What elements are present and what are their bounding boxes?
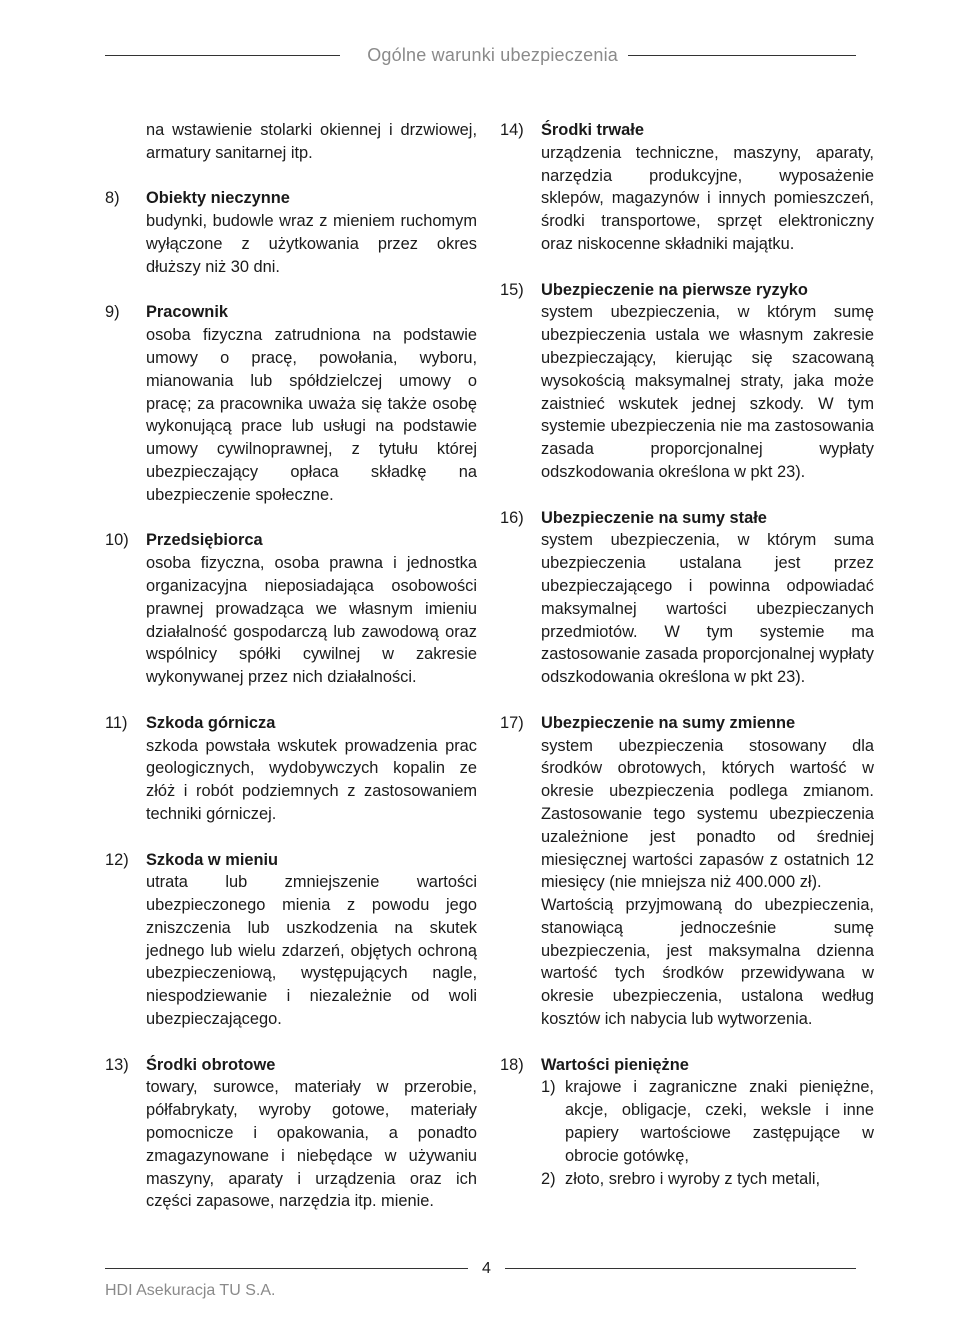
- item-description-continued: Wartością przyjmowaną do ubezpieczenia, stanowiącą jednocześnie sumę ubezpieczenia, jest maksymalna dzienna wartość tych środków przewidywana w okresie ubezpieczenia, ustalona według kosztów ich nabycia lub wytworzenia.: [541, 896, 874, 1029]
- sub-item: [541, 1168, 874, 1191]
- sub-item-number: 1): [541, 1078, 556, 1097]
- item-description: urządzenia techniczne, maszyny, aparaty, narzędzia produkcyjne, wyposażenie sklepów, magazynów i innych pomieszczeń, środki transportowe, sprzęt elektroniczny oraz niskocenne składniki majątku.: [541, 143, 874, 253]
- footer-rule-right: [505, 1268, 856, 1269]
- header-rule-right: [628, 55, 856, 56]
- item-term: Przedsiębiorca: [146, 531, 263, 550]
- item-term: Środki obrotowe: [146, 1055, 276, 1074]
- item-description: budynki, budowle wraz z mieniem ruchomym wyłączone z użytkowania przez okres dłuższy niż 30 dni.: [146, 212, 477, 276]
- item-number: 15): [500, 280, 524, 299]
- header-rule-left: [105, 55, 340, 56]
- list-item-continuation: [105, 119, 477, 165]
- list-item-18: [500, 1054, 874, 1191]
- item-description: towary, surowce, materiały w przerobie, półfabrykaty, wyroby gotowe, materiały pomocnicze i opakowania, a ponadto zmagazynowane i niebędące w używaniu maszyny, aparaty i urządzenia oraz ich części zapasowe, narzędzia itp. mienie.: [146, 1078, 477, 1211]
- list-item-16: [500, 507, 874, 689]
- item-term: Szkoda w mieniu: [146, 850, 279, 869]
- list-item-8: [105, 187, 477, 278]
- item-term: Wartości pieniężne: [541, 1055, 689, 1074]
- list-item-12: [105, 849, 477, 1031]
- page-number: 4: [482, 1260, 491, 1277]
- list-item-14: [500, 119, 874, 256]
- item-term: Środki trwałe: [541, 121, 644, 139]
- item-term: Ubezpieczenie na sumy zmienne: [541, 713, 796, 732]
- item-description: utrata lub zmniejszenie wartości ubezpieczonego mienia z powodu jego zniszczenia lub uszkodzenia na skutek jednego lub wielu zdarzeń, objętych ochroną ubezpieczeniową, występujących nagle, niespodziewanie i niezależnie od woli ubezpieczającego.: [146, 873, 477, 1029]
- item-description: system ubezpieczenia stosowany dla środków obrotowych, których wartość w okresie ubezpieczenia podlega zmianom. Zastosowanie tego systemu ubezpieczenia uzależnione jest ponadto od średniej miesięcznej wartości zapasów z ostatnich 12 miesięcy (nie mniejsza niż 400.000 zł).: [541, 736, 874, 892]
- list-item-13: [105, 1054, 477, 1214]
- left-column: [105, 119, 477, 1213]
- item-term: Ubezpieczenie na pierwsze ryzyko: [541, 280, 808, 299]
- item-term: Obiekty nieczynne: [146, 189, 290, 208]
- header-title: Ogólne warunki ubezpieczenia: [367, 45, 618, 65]
- footer-rule-left: [105, 1268, 468, 1269]
- item-number: 17): [500, 713, 524, 732]
- list-item-9: [105, 301, 477, 506]
- sub-item-text: złoto, srebro i wyroby z tych metali,: [565, 1169, 821, 1188]
- list-item-11: [105, 712, 477, 826]
- right-column: [500, 119, 874, 1190]
- item-number: 9): [105, 303, 120, 322]
- item-number: 10): [105, 531, 129, 550]
- list-item-10: [105, 529, 477, 689]
- sub-item: [541, 1076, 874, 1167]
- item-number: 14): [500, 121, 524, 139]
- list-item-17: [500, 712, 874, 1031]
- item-number: 12): [105, 850, 129, 869]
- item-number: 11): [105, 713, 128, 732]
- item-description: osoba fizyczna zatrudniona na podstawie umowy o pracę, powołania, wyboru, mianowania lub spółdzielczej umowy o pracę; za pracownika uważa się także osobę wykonującą prace lub usługi na podstawie umowy cywilnoprawnej, z tytułu której ubezpieczający opłaca składkę na ubezpieczenie społeczne.: [146, 326, 477, 504]
- sub-item-text: krajowe i zagraniczne znaki pieniężne, akcje, obligacje, czeki, weksle i inne papiery wartościowe zastępujące w obrocie gotówkę,: [565, 1078, 874, 1165]
- item-description: szkoda powstała wskutek prowadzenia prac geologicznych, wydobywczych kopalin ze złóż i robót podziemnych z zastosowaniem techniki górniczej.: [146, 736, 477, 823]
- item-term: Ubezpieczenie na sumy stałe: [541, 508, 767, 527]
- item-number: 18): [500, 1055, 524, 1074]
- sub-item-number: 2): [541, 1169, 556, 1188]
- item-description: system ubezpieczenia, w którym suma ubezpieczenia ustalana jest przez ubezpieczającego i powinna odpowiadać maksymalnej wartości ubezpieczanych przedmiotów. W tym systemie ma zastosowanie zasada proporcjonalnej wypłaty odszkodowania określona w pkt 23).: [541, 531, 874, 687]
- item-number: 13): [105, 1055, 129, 1074]
- footer-company: HDI Asekuracja TU S.A.: [105, 1282, 276, 1299]
- continuation-text: na wstawienie stolarki okiennej i drzwiowej, armatury sanitarnej itp.: [146, 121, 477, 162]
- item-term: Szkoda górnicza: [146, 713, 276, 732]
- item-number: 16): [500, 508, 524, 527]
- item-description: osoba fizyczna, osoba prawna i jednostka organizacyjna nieposiadająca osobowości prawnej prowadząca we własnym imieniu działalność gospodarczą lub zawodową oraz wspólnicy spółki cywilnej w zakresie wykonywanej przez nich działalności.: [146, 554, 477, 687]
- item-number: 8): [105, 189, 120, 208]
- item-term: Pracownik: [146, 303, 228, 322]
- list-item-15: [500, 279, 874, 484]
- item-description: system ubezpieczenia, w którym sumę ubezpieczenia ustala we własnym zakresie ubezpieczający, kierując się szacowaną wysokością maksymalnej straty, jaka może zaistnieć wskutek jednej szkody. W tym systemie ubezpieczenia nie ma zastosowania zasada proporcjonalnej wypłaty odszkodowania określona w pkt 23).: [541, 303, 874, 481]
